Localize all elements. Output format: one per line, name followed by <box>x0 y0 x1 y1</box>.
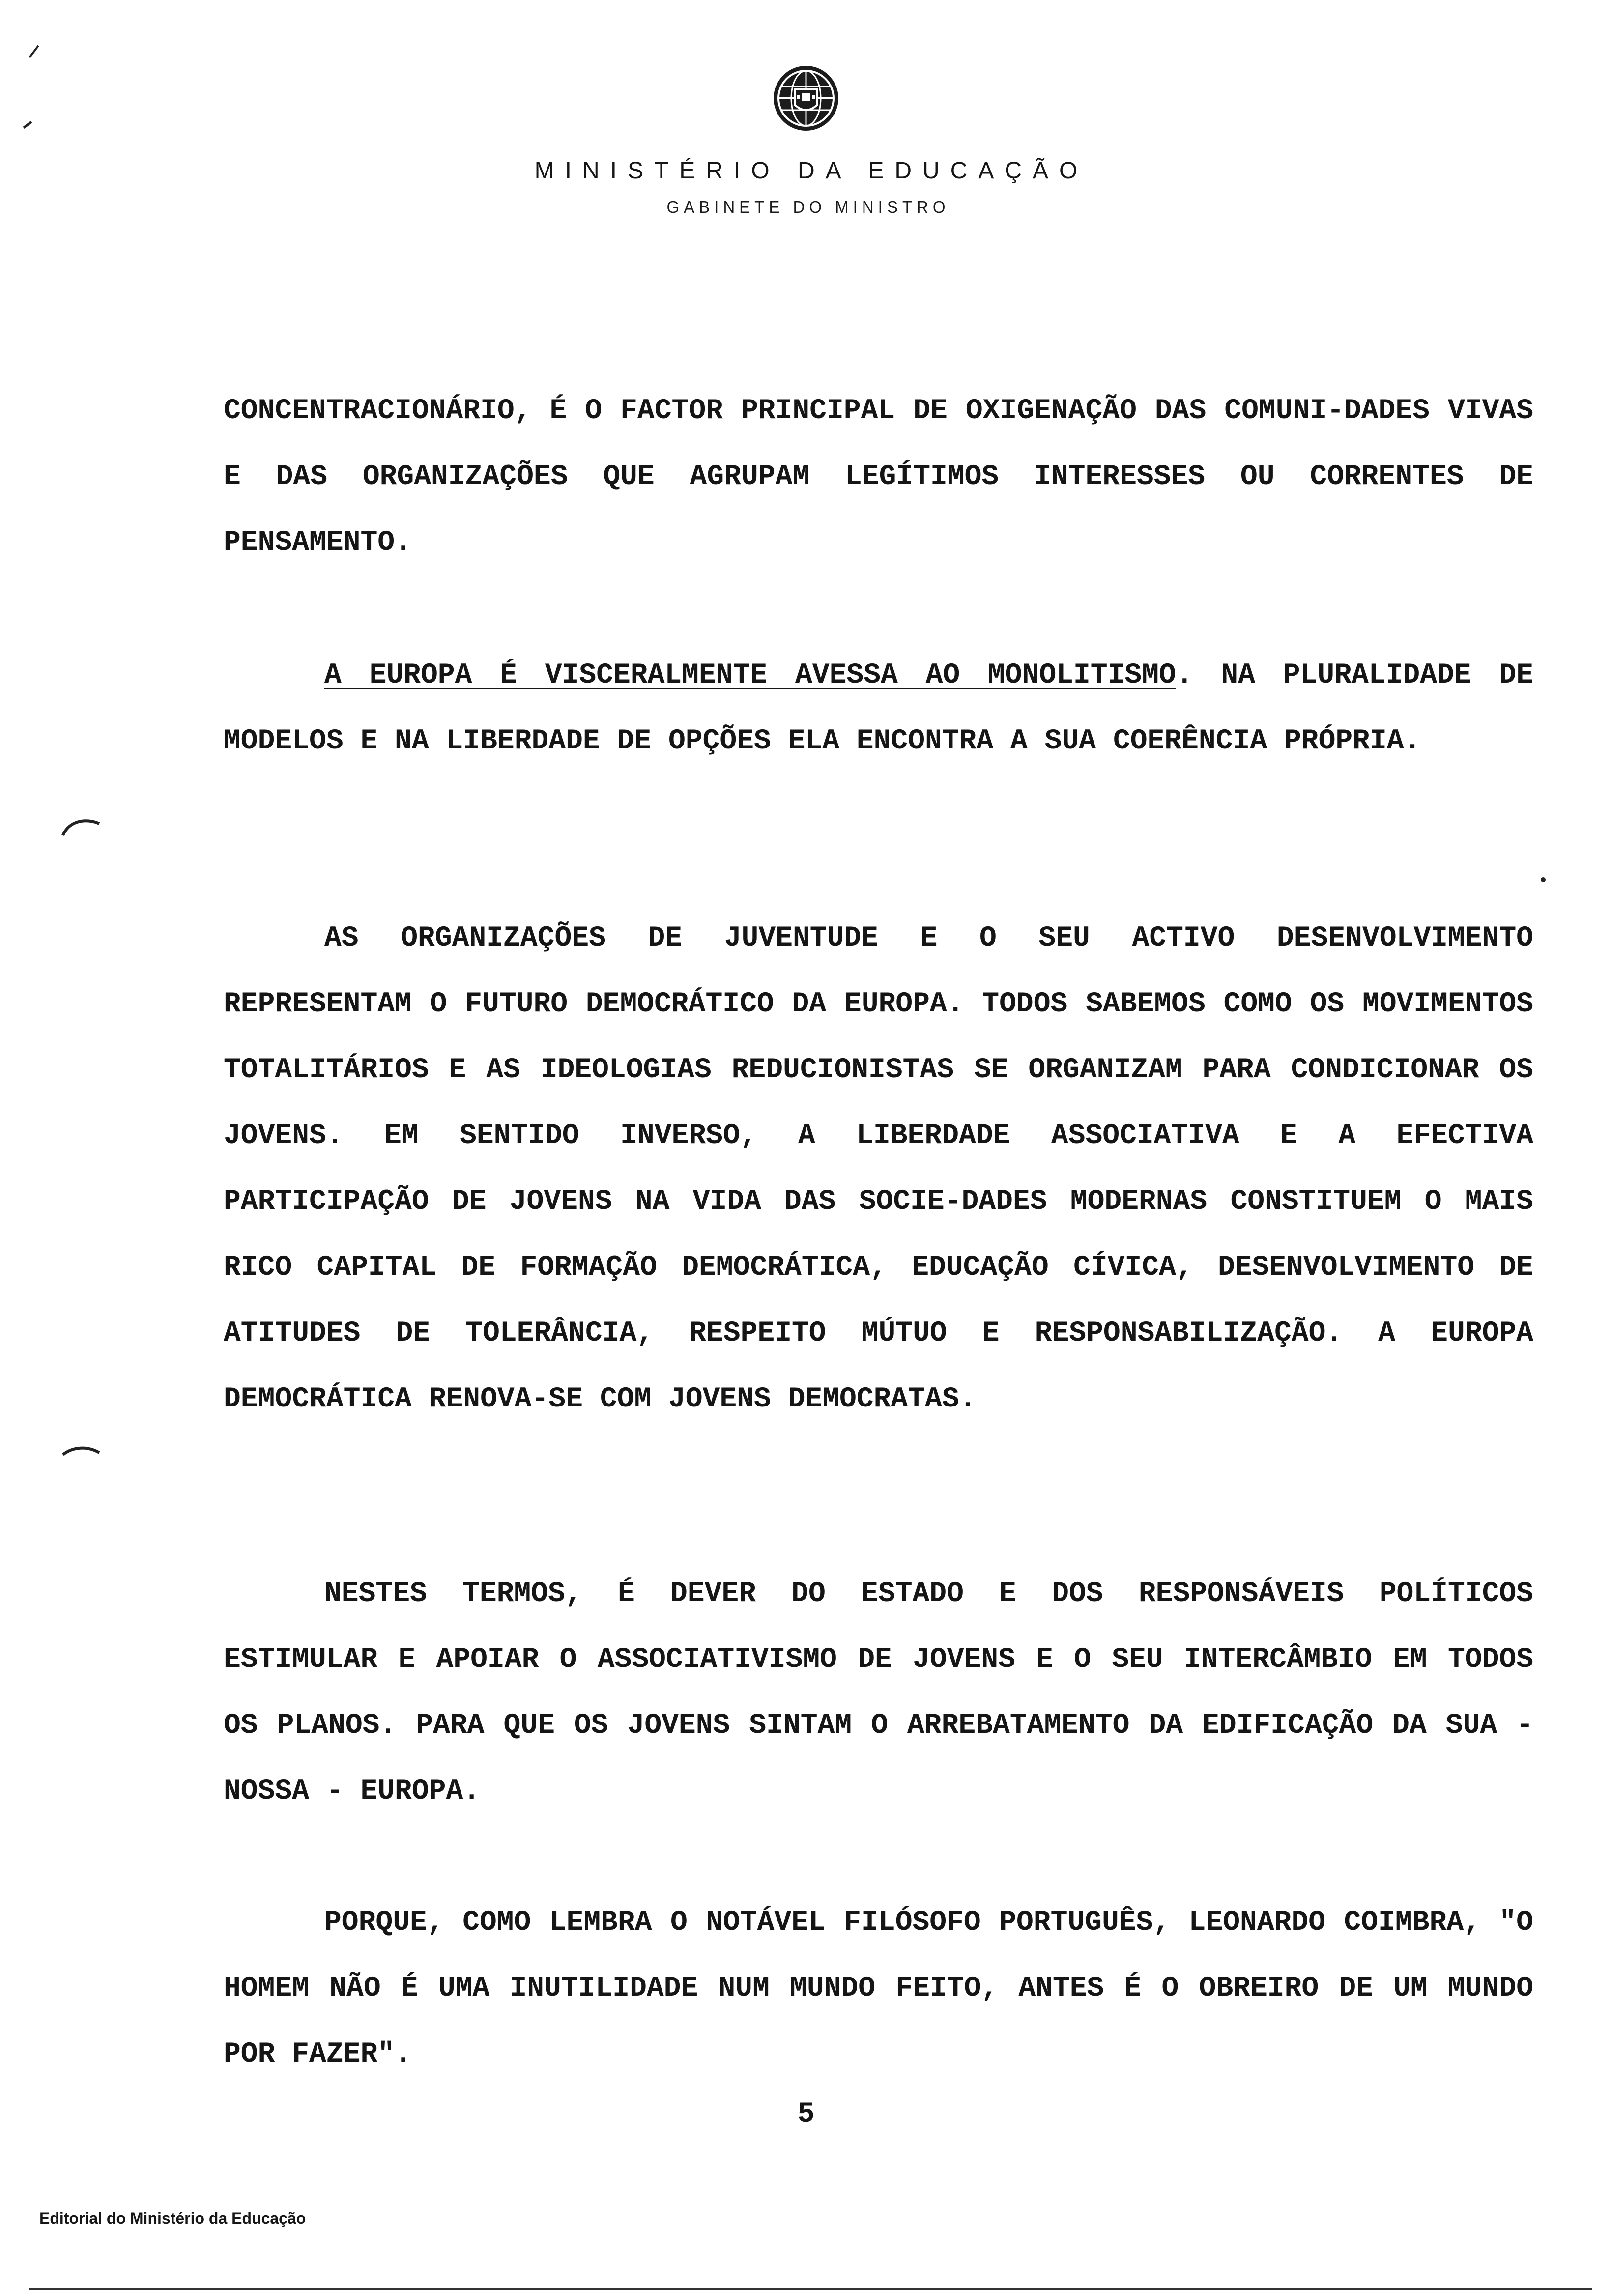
footer-caption: Editorial do Ministério da Educação <box>39 2210 306 2227</box>
scan-mark <box>25 42 44 61</box>
underlined-text: A EUROPA É VISCERALMENTE AVESSA AO MONOLITISMO <box>324 660 1176 691</box>
document-body <box>224 1890 1533 2088</box>
paragraph: PORQUE, COMO LEMBRA O NOTÁVEL FILÓSOFO PORTUGUÊS, LEONARDO COIMBRA, "O HOMEM NÃO É UMA INUTILIDADE NUM MUNDO FEITO, ANTES É O OBREIRO DE UM MUNDO POR FAZER". <box>224 1907 1533 2070</box>
document-body <box>224 1561 1533 1825</box>
scan-mark <box>59 1435 103 1464</box>
footer-rule <box>29 2288 1592 2290</box>
paragraph: CONCENTRACIONÁRIO, É O FACTOR PRINCIPAL DE OXIGENAÇÃO DAS COMUNI-DADES VIVAS E DAS ORGANIZAÇÕES QUE AGRUPAM LEGÍTIMOS INTERESSES OU CORRENTES DE PENSAMENTO. <box>224 395 1533 559</box>
scan-mark <box>59 811 103 840</box>
cabinet-name: GABINETE DO MINISTRO <box>666 198 950 216</box>
ministry-name: MINISTÉRIO DA EDUCAÇÃO <box>534 158 1089 184</box>
document-body <box>224 643 1533 775</box>
document-body <box>224 378 1533 576</box>
paragraph: NESTES TERMOS, É DEVER DO ESTADO E DOS RESPONSÁVEIS POLÍTICOS ESTIMULAR E APOIAR O ASSOCIATIVISMO DE JOVENS E O SEU INTERCÂMBIO EM TODOS OS PLANOS. PARA QUE OS JOVENS SINTAM O ARREBATAMENTO DA EDIFICAÇÃO DA SUA - NOSSA - EUROPA. <box>224 1578 1533 1808</box>
paragraph <box>224 643 1533 775</box>
paragraph: AS ORGANIZAÇÕES DE JUVENTUDE E O SEU ACTIVO DESENVOLVIMENTO REPRESENTAM O FUTURO DEMOCRÁTICO DA EUROPA. TODOS SABEMOS COMO OS MOVIMENTOS TOTALITÁRIOS E AS IDEOLOGIAS REDUCIONISTAS SE ORGANIZAM PARA CONDICIONAR OS JOVENS. EM SENTIDO INVERSO, A LIBERDADE ASSOCIATIVA E A EFECTIVA PARTICIPAÇÃO DE JOVENS NA VIDA DAS SOCIE-DADES MODERNAS CONSTITUEM O MAIS RICO CAPITAL DE FORMAÇÃO DEMOCRÁTICA, EDUCAÇÃO CÍVICA, DESENVOLVIMENTO DE ATITUDES DE TOLERÂNCIA, RESPEITO MÚTUO E RESPONSABILIZAÇÃO. A EUROPA DEMOCRÁTICA RENOVA-SE COM JOVENS DEMOCRATAS. <box>224 922 1533 1415</box>
page-number: 5 <box>797 2098 815 2130</box>
letterhead <box>0 64 1612 217</box>
paragraph-text: . NA PLURALIDADE DE MODELOS E NA LIBERDADE DE OPÇÕES ELA ENCONTRA A SUA COERÊNCIA PRÓPRIA. <box>224 660 1533 757</box>
scan-mark <box>1538 875 1548 885</box>
coat-of-arms-icon <box>772 64 840 133</box>
document-body <box>224 906 1533 1433</box>
